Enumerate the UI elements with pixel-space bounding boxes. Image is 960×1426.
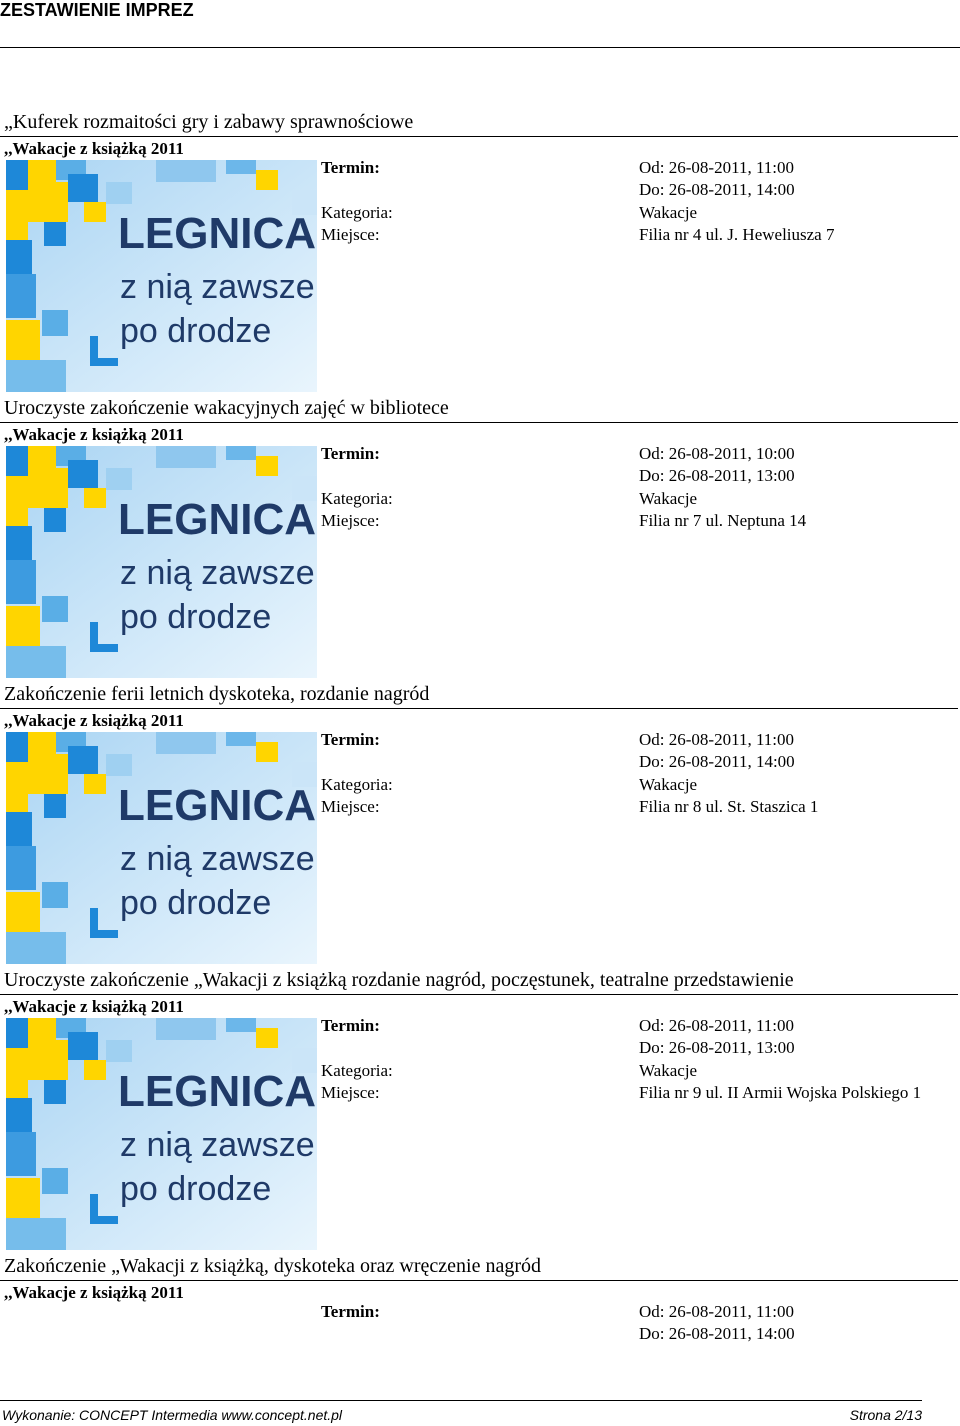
kategoria-value: Wakacje xyxy=(639,1061,698,1080)
page-number: Strona 2/13 xyxy=(849,1407,922,1423)
divider xyxy=(0,708,958,709)
event-title: Zakończenie „Wakacji z książką, dyskoteka oraz wręczenie nagród xyxy=(4,1255,541,1277)
date-from: Od: 26-08-2011, 10:00 xyxy=(639,444,795,463)
svg-text:po drodze: po drodze xyxy=(120,884,272,922)
miejsce-label: Miejsce: xyxy=(321,225,380,244)
divider xyxy=(0,1280,958,1281)
date-to: Do: 26-08-2011, 14:00 xyxy=(639,180,795,199)
kategoria-label: Kategoria: xyxy=(321,489,393,508)
termin-label: Termin: xyxy=(321,444,380,463)
kategoria-value: Wakacje xyxy=(639,775,698,794)
date-to: Do: 26-08-2011, 13:00 xyxy=(639,466,795,485)
svg-text:po drodze: po drodze xyxy=(120,598,272,636)
kategoria-label: Kategoria: xyxy=(321,1061,393,1080)
svg-text:LEGNICA: LEGNICA xyxy=(118,781,316,830)
miejsce-label: Miejsce: xyxy=(321,797,380,816)
kategoria-label: Kategoria: xyxy=(321,775,393,794)
footer-credit: Wykonanie: CONCEPT Intermedia www.concept.net.pl xyxy=(2,1407,343,1423)
date-to: Do: 26-08-2011, 13:00 xyxy=(639,1038,795,1057)
date-to: Do: 26-08-2011, 14:00 xyxy=(639,752,795,771)
page-title: ZESTAWIENIE IMPREZ xyxy=(0,0,194,20)
termin-label: Termin: xyxy=(321,730,380,749)
divider xyxy=(0,422,958,423)
event-series: ,,Wakacje z książką 2011 xyxy=(4,139,184,158)
miejsce-value: Filia nr 7 ul. Neptuna 14 xyxy=(639,511,807,530)
date-from: Od: 26-08-2011, 11:00 xyxy=(639,730,795,749)
event-series: ,,Wakacje z książką 2011 xyxy=(4,711,184,730)
page-header xyxy=(0,0,960,48)
date-from: Od: 26-08-2011, 11:00 xyxy=(639,1302,795,1321)
legnica-logo-image xyxy=(6,1018,317,1250)
svg-text:z nią zawsze: z nią zawsze xyxy=(120,1126,315,1164)
date-from: Od: 26-08-2011, 11:00 xyxy=(639,158,795,177)
termin-label: Termin: xyxy=(321,1302,380,1321)
miejsce-label: Miejsce: xyxy=(321,511,380,530)
svg-text:LEGNICA: LEGNICA xyxy=(118,209,316,258)
termin-label: Termin: xyxy=(321,158,380,177)
event-series: ,,Wakacje z książką 2011 xyxy=(4,997,184,1016)
event-series: ,,Wakacje z książką 2011 xyxy=(4,425,184,444)
miejsce-label: Miejsce: xyxy=(321,1083,380,1102)
svg-text:po drodze: po drodze xyxy=(120,312,272,350)
event-title: „Kuferek rozmaitości gry i zabawy sprawnościowe xyxy=(4,111,414,133)
event-title: Uroczyste zakończenie wakacyjnych zajęć w bibliotece xyxy=(4,397,449,419)
svg-text:LEGNICA: LEGNICA xyxy=(118,1067,316,1116)
legnica-logo-image xyxy=(6,160,317,392)
termin-label: Termin: xyxy=(321,1016,380,1035)
event-series: ,,Wakacje z książką 2011 xyxy=(4,1283,184,1302)
svg-text:z nią zawsze: z nią zawsze xyxy=(120,554,315,592)
divider xyxy=(0,136,958,137)
svg-text:z nią zawsze: z nią zawsze xyxy=(120,840,315,878)
page-footer xyxy=(0,1400,922,1423)
svg-text:LEGNICA: LEGNICA xyxy=(118,495,316,544)
miejsce-value: Filia nr 4 ul. J. Heweliusza 7 xyxy=(639,225,835,244)
date-to: Do: 26-08-2011, 14:00 xyxy=(639,1324,795,1343)
miejsce-value: Filia nr 8 ul. St. Staszica 1 xyxy=(639,797,819,816)
legnica-logo-image xyxy=(6,446,317,678)
svg-text:po drodze: po drodze xyxy=(120,1170,272,1208)
event-title: Uroczyste zakończenie „Wakacji z książką rozdanie nagród, poczęstunek, teatralne przedstawienie xyxy=(4,969,794,991)
kategoria-value: Wakacje xyxy=(639,489,698,508)
date-from: Od: 26-08-2011, 11:00 xyxy=(639,1016,795,1035)
kategoria-value: Wakacje xyxy=(639,203,698,222)
kategoria-label: Kategoria: xyxy=(321,203,393,222)
legnica-logo-image xyxy=(6,732,317,964)
divider xyxy=(0,994,958,995)
miejsce-value: Filia nr 9 ul. II Armii Wojska Polskiego 1 xyxy=(639,1083,922,1102)
event-title: Zakończenie ferii letnich dyskoteka, rozdanie nagród xyxy=(4,683,430,705)
svg-text:z nią zawsze: z nią zawsze xyxy=(120,268,315,306)
